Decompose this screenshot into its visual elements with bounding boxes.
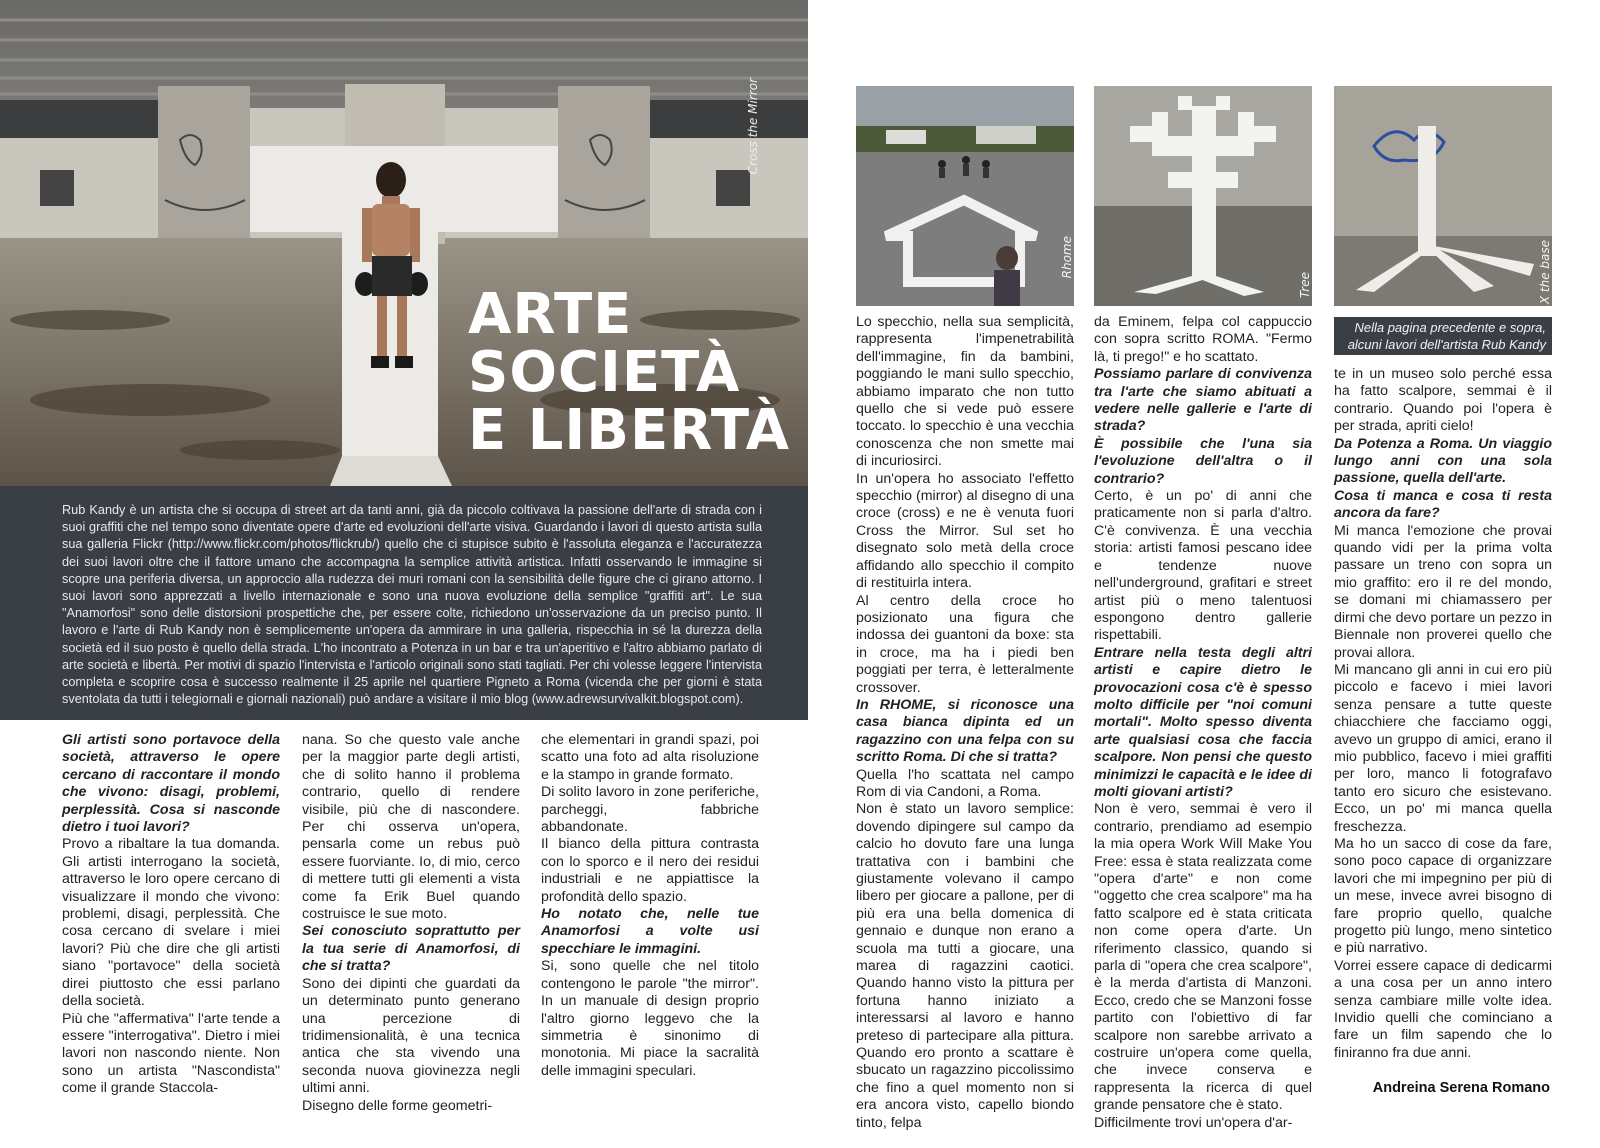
interview-question: In RHOME, si riconosce una casa bianca dipinta ed un ragazzino con una felpa con su scritto Roma. Di che si tratta? <box>856 696 1074 766</box>
interview-question: Cosa ti manca e cosa ti resta ancora da fare? <box>1334 487 1552 522</box>
author-signature: Andreina Serena Romano <box>1372 1080 1550 1096</box>
photo-caption: Nella pagina precedente e sopra, alcuni lavori dell'artista Rub Kandy <box>1334 317 1552 355</box>
title-line-1: ARTE <box>468 282 633 347</box>
interview-answer: Sono dei dipinti che guardati da un determinato punto generano una percezione di tridimensionalità, è una tecnica antica che sta vivendo una seconda nuova giovinezza negli ultimi anni. <box>302 975 520 1097</box>
column-4 <box>856 314 1074 1131</box>
interview-answer: Al centro della croce ho posizionato una figura che indossa dei guantoni da boxe: sta in croce, ma ha i piedi ben poggiati per terra, è letteralmente crossover. <box>856 592 1074 696</box>
interview-answer: Certo, è un po' di anni che praticamente non si parla d'altro. C'è convivenza. È una vecchia storia: artisti famosi pescano idee e tendenze nuove nell'underground, grafitari e street artist più o meno talentuosi espongono dentro gallerie rispettabili. <box>1094 488 1312 644</box>
interview-answer: Ma ho un sacco di cose da fare, sono poco capace di organizzare lavori che mi impegnino per più di un mese, invece avrei bisogno di fare proprio quello, qualche progetto più lungo, meno sintetico e più narrativo. <box>1334 835 1552 957</box>
interview-answer: Mi manca l'emozione che provai quando vidi per la prima volta passare un treno con sopra un mio graffito: ero il re del mondo, se domani mi chiamassero per dirmi che devo portare un pezzo in Biennale non proverei quello che provai allora. <box>1334 522 1552 661</box>
photo-x-the-base <box>1334 86 1552 306</box>
interview-answer: Lo specchio, nella sua semplicità, rappresenta l'impenetrabilità dell'immagine, fin da bambini, poggiando le mani sullo specchio, abbiamo imparato che non tutto quello che si vede può essere toccato. lo specchio è una vecchia conoscenza che non smette mai di incuriosirci. <box>856 314 1074 470</box>
interview-answer: Il bianco della pittura contrasta con lo sporco e il nero dei residui industriali e ne appiattisce la profondità dello spazio. <box>541 836 759 905</box>
interview-answer: In un'opera ho associato l'effetto specchio (mirror) al disegno di una croce (cross) e ne è venuta fuori Cross the Mirror. Sul set ho disegnato solo metà della croce affidando allo specchio il compito di restituirla intera. <box>856 470 1074 592</box>
interview-answer: Disegno delle forme geometri- <box>302 1097 493 1114</box>
photo-x-the-base-credit: X the base <box>1538 240 1552 305</box>
photo-rhome <box>856 86 1074 306</box>
photo-rhome-credit: Rhome <box>1060 236 1074 279</box>
column-5 <box>1094 314 1312 1131</box>
interview-answer: Non è vero, semmai è vero il contrario, prendiamo ad esempio la mia opera Work Will Make You Free: essa è stata realizzata come "opera d'arte" e non come "oggetto che crea scalpore" ma ha fatto scalpore ed è stata criticata non come opera d'arte. Un riferimento classico, quando si parla di "opera che crea scalpore", è la merda d'artista di Manzoni. Ecco, credo che se Manzoni fosse partito con l'obiettivo di far scalpore non sarebbe arrivato a costruire un'opera come quella, che invece conserva e rappresenta la ricerca di quel grande pensatore che è stato. <box>1094 801 1312 1114</box>
interview-answer: Non è stato un lavoro semplice: dovendo dipingere sul campo da calcio ho dovuto fare una lunga trattativa con i bambini che giustamente volevano il campo libero per giocare a pallone, per di più era una bella domenica di gennaio e dunque non erano a scuola ma tutti a giocare, una marea di ragazzini caotici. Quando hanno visto la pittura per fortuna hanno iniziato a interessarsi al lavoro e hanno preteso di partecipare alla pittura. Quando ero pronto a scattare è sbucato un ragazzino piccolissimo che fino a quel momento non si era ancora visto, capello biondo tinto, felpa <box>856 801 1074 1131</box>
intro-band <box>0 486 808 720</box>
interview-answer: che elementari in grandi spazi, poi scatto una foto ad alta risoluzione e la stampo in grande formato. <box>541 732 759 783</box>
interview-answer: Si, sono quelle che nel titolo contengono le parole "the mirror". In un manuale di design proprio l'altro giorno leggevo che la simmetria è sinonimo di monotonia. Mi piace la sacralità delle immagini speculari. <box>541 958 759 1079</box>
interview-question: È possibile che l'una sia l'evoluzione dell'altra o il contrario? <box>1094 435 1312 487</box>
interview-answer: da Eminem, felpa col cappuccio con sopra scritto ROMA. "Fermo là, ti prego!" e ho scattato. <box>1094 314 1312 365</box>
interview-answer: Vorrei essere capace di dedicarmi a una cosa per un anno intero senza cambiare mille volte idea. Invidio quelli che cominciano a fare un film sapendo che lo finiranno fra due anni. <box>1334 957 1552 1061</box>
interview-question: Entrare nella testa degli altri artisti e capire dietro le provocazioni cosa c'è è spesso molto difficile per "noi comuni mortali". Molto spesso diventa arte qualsiasi cosa che faccia scalpore. Non pensi che questo minimizzi le capacità e le idee di molti giovani artisti? <box>1094 644 1312 800</box>
interview-question: Da Potenza a Roma. Un viaggio lungo anni con una sola passione, quella dell'arte. <box>1334 435 1552 487</box>
interview-answer: Mi mancano gli anni in cui ero più piccolo e facevo i miei lavori senza pensare a tutte queste chiacchiere che facciamo oggi, avevo un gruppo di amici, erano il mio pubblico, facevo i miei graffiti per loro, manco li fotografavo tanto ero sicuro che esistevano. Ecco, un po' mi manca quella freschezza. <box>1334 661 1552 835</box>
title-line-2: SOCIETÀ <box>468 340 741 405</box>
interview-answer: Di solito lavoro in zone periferiche, parcheggi, fabbriche abbandonate. <box>541 784 759 836</box>
column-6 <box>1334 366 1552 1066</box>
interview-question: Ho notato che, nelle tue Anamorfosi a volte usi specchiare le immagini. <box>541 906 759 957</box>
column-1 <box>62 732 280 1097</box>
interview-answer: Provo a ribaltare la tua domanda. Gli artisti interrogano la società, attraverso le loro opere cercano di visualizzare il mondo che vivono: problemi, disagi, perplessità. Che cosa cercano di svelare i miei lavori? Più che dire che gli artisti siano "portavoce" della società direi piuttosto che essi parlano della società. <box>62 836 280 1010</box>
photo-tree-credit: Tree <box>1298 272 1312 299</box>
hero-photo-credit: Cross the Mirror <box>746 78 760 175</box>
title-line-3: E LIBERTÀ <box>468 398 791 463</box>
interview-answer: nana. So che questo vale anche per la maggior parte degli artisti, che di solito hanno il problema contrario, quello di rendere visibile, più che di nascondere. Per chi osserva un'opera, pensarla come un rebus può essere fuorviante. Io, di mio, cerco di mettere tutti gli elementi a vista come fa Erik Buel quando costruisce le sue moto. <box>302 732 520 923</box>
interview-answer: Quella l'ho scattata nel campo Rom di via Candoni, a Roma. <box>856 766 1074 800</box>
interview-answer: te in un museo solo perché essa ha fatto scalpore, semmai è il contrario. Quando poi l'opera è per strada, apriti cielo! <box>1334 366 1552 435</box>
interview-answer: Difficilmente trovi un'opera d'ar- <box>1094 1114 1293 1131</box>
column-2 <box>302 732 520 1114</box>
article-title <box>468 282 791 463</box>
column-3 <box>541 732 759 1092</box>
intro-text: Rub Kandy è un artista che si occupa di street art da tanti anni, già da piccolo coltivava la passione dell'arte di strada con i suoi graffiti che nel tempo sono diventate opere d'arte ed evoluzioni dell'arte visiva. Guardando i lavori di questo artista sulla sua galleria Flickr (http://www.flickr.com/photos/flickrub/) quello che ci stupisce subito è l'assoluta eleganza e l'accuratezza dei suoi lavori oltre che il fattore umano che accompagna la semplice attività artistica. Infatti osservando le immagine si scopre una periferia diversa, un approccio alla rudezza dei muri romani con la sensibilità delle figure che ci girano attorno. I suoi lavori sono apprezzati a livello internazionale e sono una nuova evoluzione della semplice "graffiti art". Le sua "Anamorfosi" sono delle distorsioni prospettiche che, per essere colte, richiedono un'osservazione da un preciso punto. Il lavoro e l'arte di Rub Kandy non è semplicemente un'opera da ammirare in una galleria, rispecchia in sé la durezza della società ed il suo posto è quello della strada. L'ho incontrato a Potenza in un bar e tra un'aperitivo e l'altro abbiamo parlato di arte società e libertà. Per motivi di spazio l'intervista e l'articolo originali sono stati tagliati. Per chi volesse leggere l'intervista completa e scoprire cosa è successo realmente il 25 aprile nel quartiere Pigneto a Roma (vicenda che per giorni è stata sventolata da tutti i telegiornali e giornali nazionali) può andare a visitare il mio blog (www.adrewsurvivalkit.blogspot.com). <box>62 503 762 707</box>
photo-tree <box>1094 86 1312 306</box>
interview-question: Possiamo parlare di convivenza tra l'arte che siamo abituati a vedere nelle gallerie e l'arte di strada? <box>1094 366 1312 435</box>
interview-answer: Più che "affermativa" l'arte tende a essere "interrogativa". Dietro i miei lavori non nascondo niente. Non sono un artista "Nascondista" come il grande Staccola- <box>62 1010 280 1097</box>
interview-question: Sei conosciuto soprattutto per la tua serie di Anamorfosi, di che si tratta? <box>302 923 520 975</box>
interview-question: Gli artisti sono portavoce della società, attraverso le opere cercano di raccontare il mondo che vivono: disagi, problemi, perplessità. Cosa si nasconde dietro i tuoi lavori? <box>62 732 280 836</box>
